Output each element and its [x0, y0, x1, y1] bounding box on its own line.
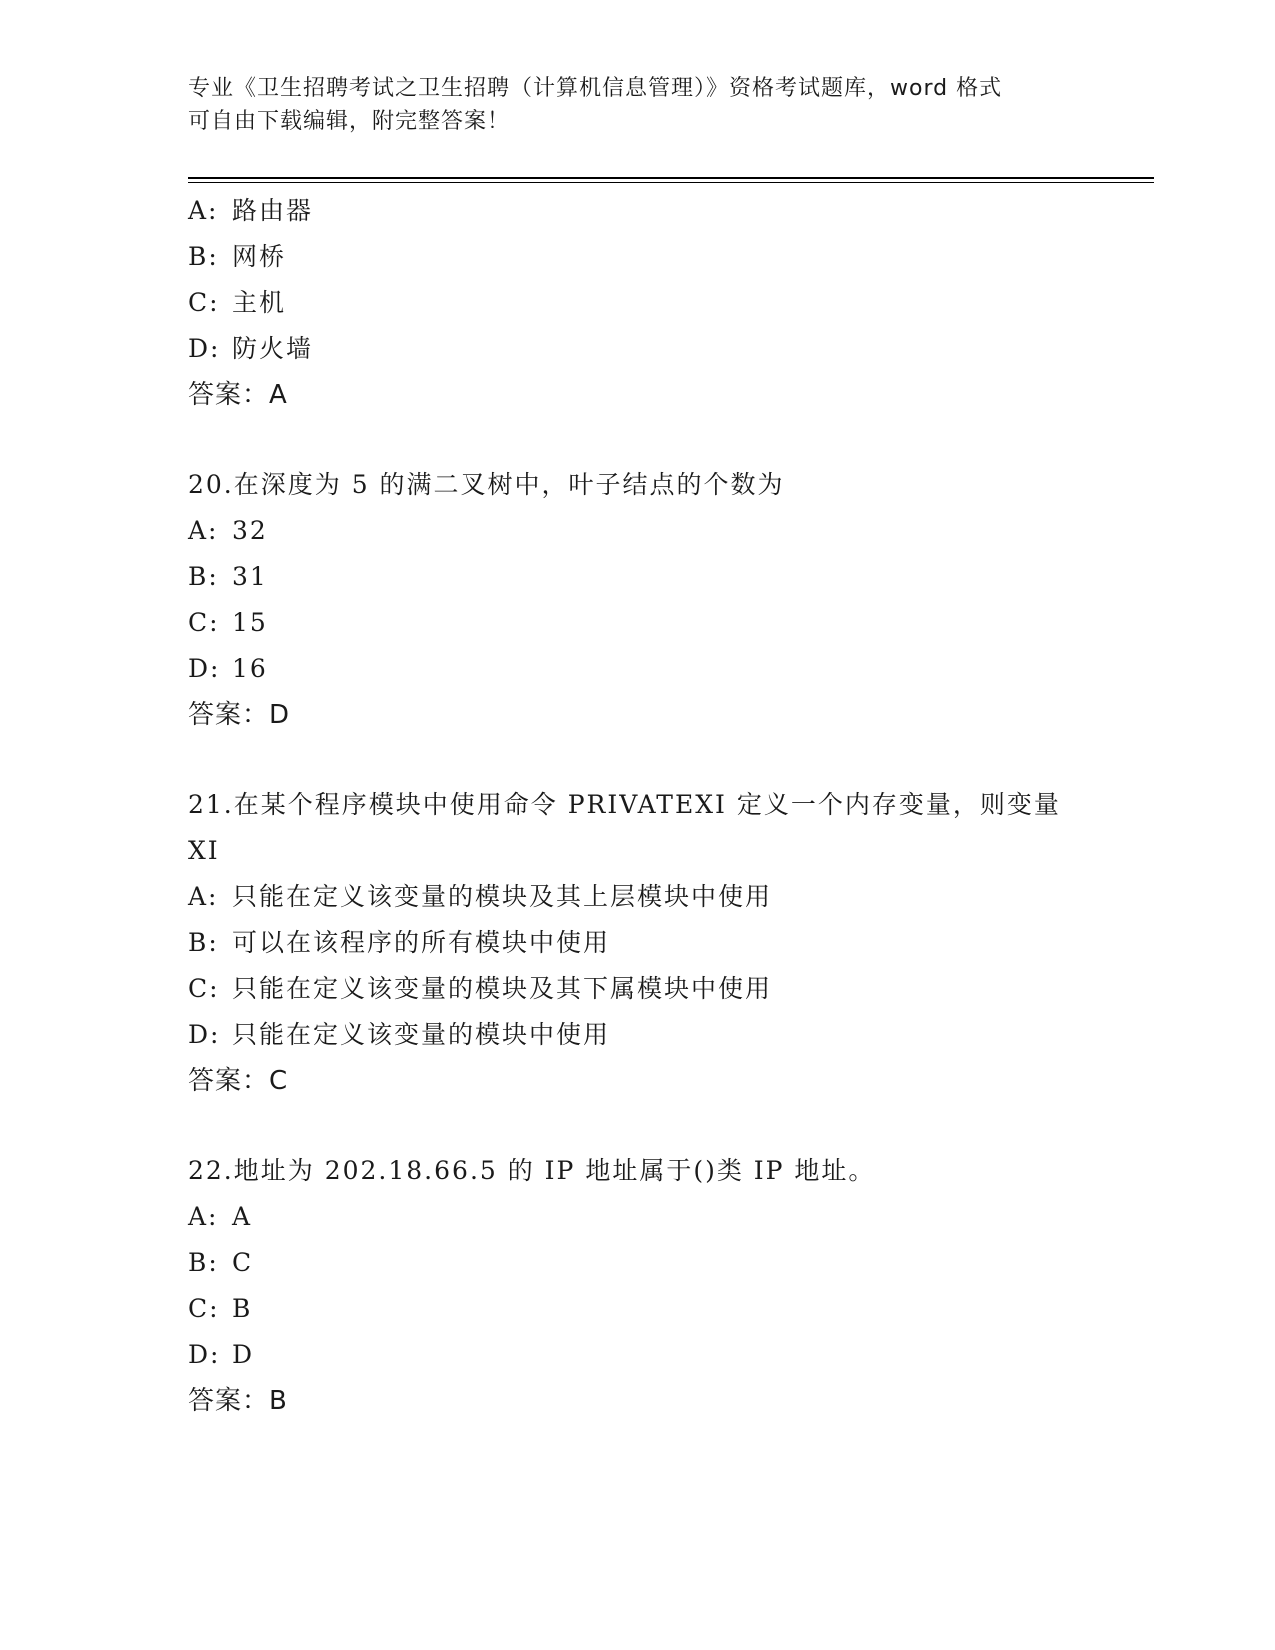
option-b: B: 网桥 — [188, 242, 287, 271]
answer: 答案：C — [188, 1066, 289, 1096]
option-b: B: C — [188, 1248, 254, 1277]
option-c: C: B — [188, 1294, 253, 1323]
option-a: A: 32 — [188, 516, 268, 545]
option-b: B: 31 — [188, 562, 268, 591]
option-c: C: 主机 — [188, 288, 287, 317]
option-d: D: D — [188, 1340, 255, 1369]
option-a: A: 只能在定义该变量的模块及其上层模块中使用 — [188, 882, 773, 911]
option-d: D: 16 — [188, 654, 268, 683]
question-stem-line-1: 21.在某个程序模块中使用命令 PRIVATEXI 定义一个内存变量，则变量 — [188, 790, 1061, 819]
answer: 答案：B — [188, 1386, 288, 1416]
question-stem: 20.在深度为 5 的满二叉树中，叶子结点的个数为 — [188, 470, 785, 499]
document-header — [188, 72, 1088, 138]
header-rule-thin — [188, 182, 1154, 183]
option-c: C: 15 — [188, 608, 268, 637]
question-22 — [188, 1148, 1088, 1424]
question-stem: 22.地址为 202.18.66.5 的 IP 地址属于()类 IP 地址。 — [188, 1156, 876, 1185]
option-a: A: 路由器 — [188, 196, 314, 225]
option-b: B: 可以在该程序的所有模块中使用 — [188, 928, 611, 957]
header-rule-thick — [188, 177, 1154, 179]
question-stem-line-2: XI — [188, 836, 220, 865]
option-c: C: 只能在定义该变量的模块及其下属模块中使用 — [188, 974, 773, 1003]
header-line-1: 专业《卫生招聘考试之卫生招聘（计算机信息管理）》资格考试题库，word 格式 — [188, 76, 1003, 101]
question-20 — [188, 462, 1088, 738]
question-19 — [188, 188, 1088, 418]
option-a: A: A — [188, 1202, 253, 1231]
option-d: D: 防火墙 — [188, 334, 314, 363]
answer: 答案：A — [188, 380, 288, 410]
option-d: D: 只能在定义该变量的模块中使用 — [188, 1020, 611, 1049]
question-list — [188, 188, 1088, 1424]
answer: 答案：D — [188, 700, 291, 730]
header-line-2: 可自由下载编辑，附完整答案！ — [188, 109, 511, 134]
question-21 — [188, 782, 1088, 1104]
